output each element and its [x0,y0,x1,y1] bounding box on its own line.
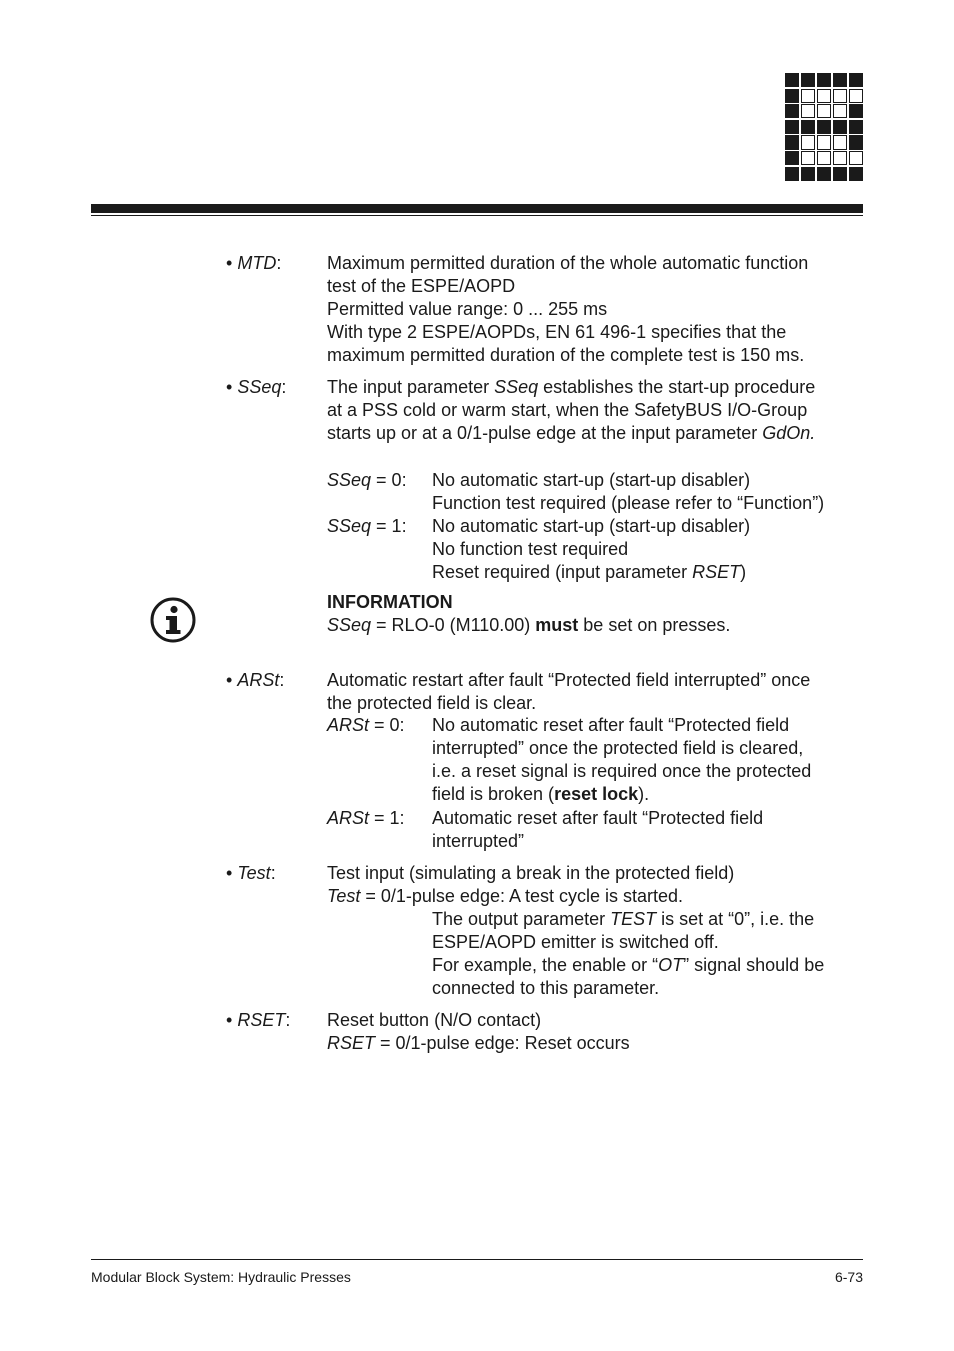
footer-title: Modular Block System: Hydraulic Presses [91,1269,351,1285]
information-heading: INFORMATION [327,592,453,612]
footer-rule [91,1259,863,1260]
mtd-description: Maximum permitted duration of the whole automatic function test of the ESPE/AOPD Permitted value range: 0 ... 255 ms With type 2 ESPE/AOPDs, EN 61 496-1 specifies that the maximum permitted duration of the complete test is 150 ms. [327,253,809,365]
sseq-description: The input parameter SSeq establishes the start-up procedure at a PSS cold or warm start, when the SafetyBUS I/O-Group starts up or at a 0/1-pulse edge at the input parameter GdOn. [327,377,816,443]
rset-bullet: • RSET: [226,1010,291,1030]
test-bullet: • Test: [226,863,276,883]
page-number: 6-73 [834,1269,863,1285]
info-icon [150,597,196,643]
header-rule-thin [91,215,863,216]
company-logo [785,73,863,183]
mtd-bullet: • MTD: [226,253,282,273]
sseq-bullet: • SSeq: [226,377,287,397]
arst-bullet: • ARSt: [226,670,285,690]
header-rule-thick [91,204,863,213]
